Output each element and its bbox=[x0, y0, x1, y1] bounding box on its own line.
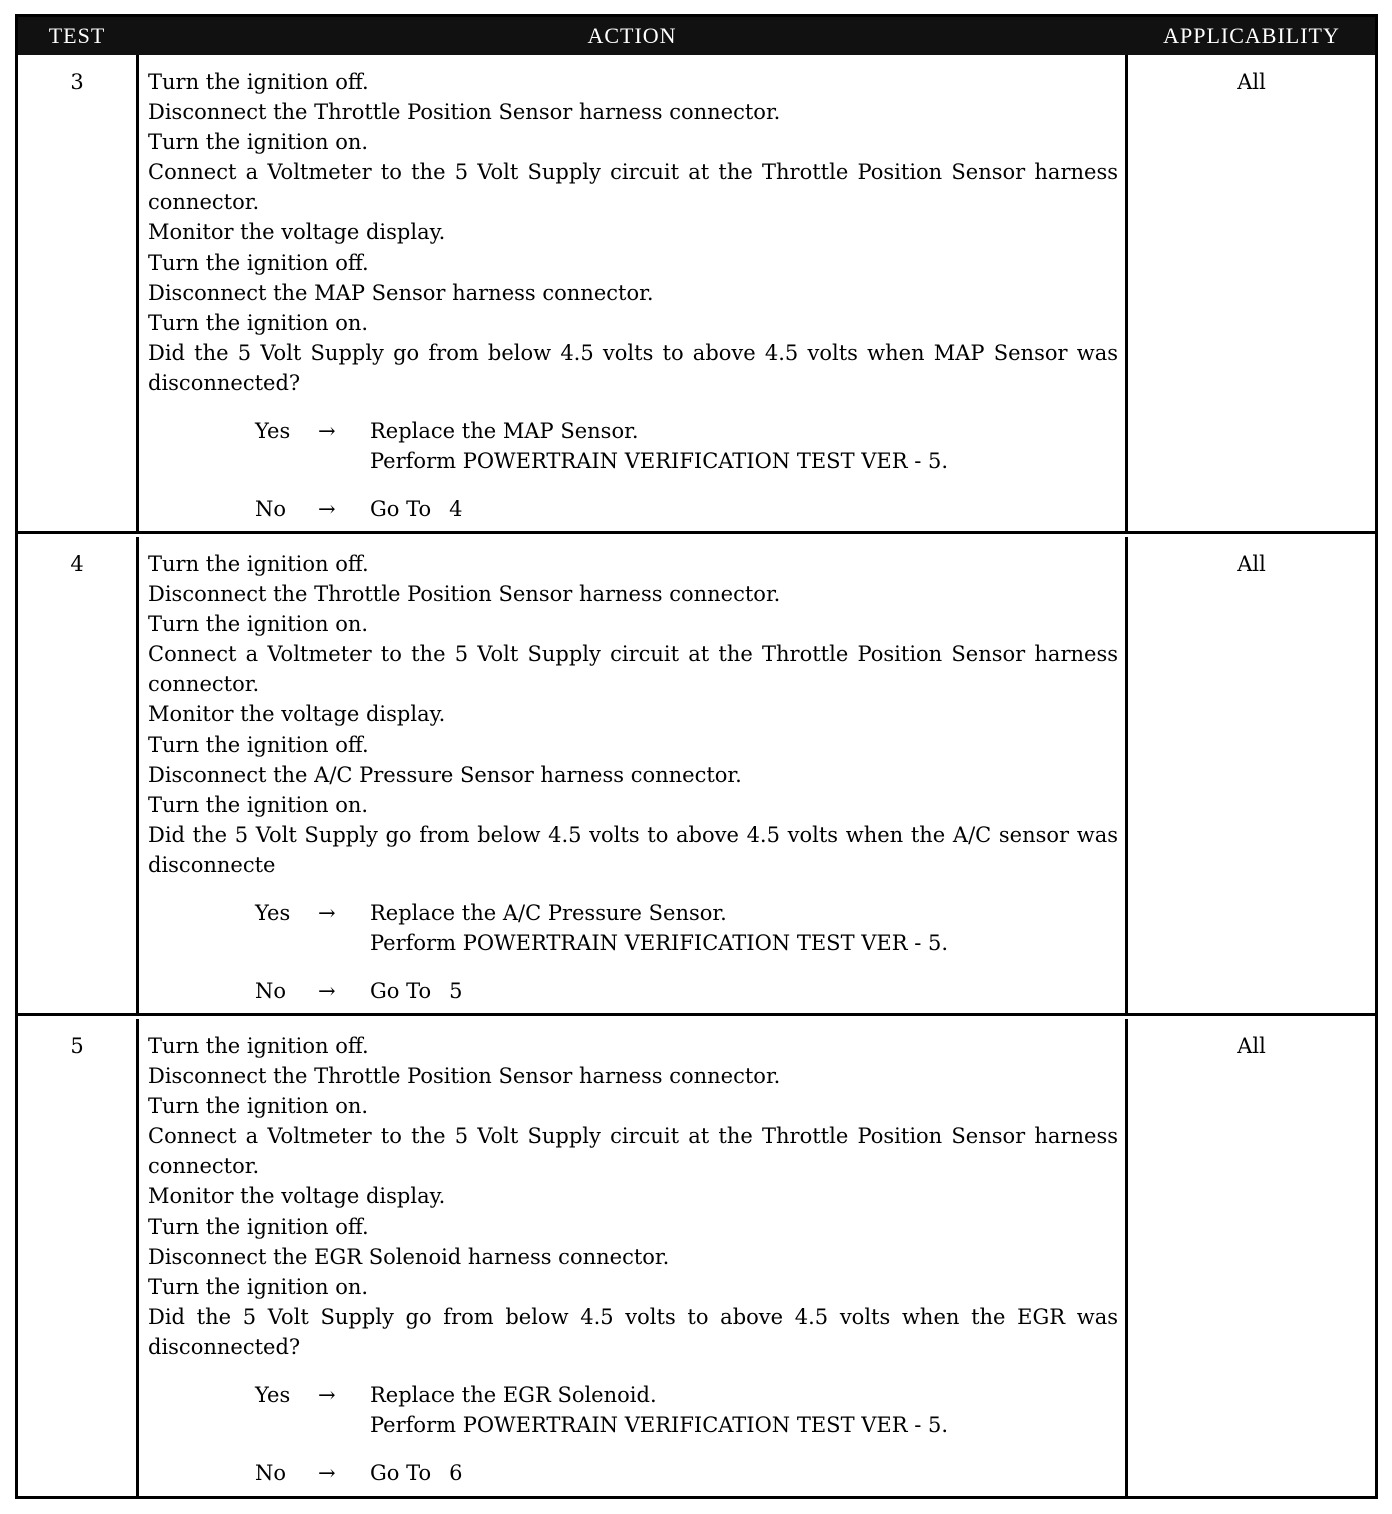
no-result bbox=[370, 494, 463, 524]
answer-block bbox=[148, 416, 1118, 524]
applicability-value: All bbox=[1237, 552, 1266, 576]
action-step: Disconnect the Throttle Position Sensor harness connector. bbox=[148, 582, 781, 607]
no-answer bbox=[148, 976, 1118, 1006]
column-divider bbox=[1125, 537, 1128, 1013]
test-number: 4 bbox=[70, 552, 84, 576]
no-result bbox=[370, 1458, 463, 1488]
yes-label: Yes bbox=[255, 419, 291, 444]
action-step: Disconnect the MAP Sensor harness connector. bbox=[148, 280, 654, 305]
header-action: ACTION bbox=[587, 23, 677, 48]
table-row bbox=[18, 537, 1375, 1016]
action-question: Did the 5 Volt Supply go from below 4.5 volts to above 4.5 volts when the EGR was disconnected? bbox=[148, 1304, 1118, 1359]
right-arrow-icon: → bbox=[318, 901, 336, 926]
action-step: Turn the ignition on. bbox=[148, 310, 369, 335]
goto-test-number: 4 bbox=[449, 497, 463, 522]
no-answer bbox=[148, 1458, 1118, 1488]
no-label: No bbox=[255, 979, 287, 1004]
right-arrow-icon: → bbox=[318, 1383, 336, 1408]
no-answer bbox=[148, 494, 1118, 524]
action-step: Turn the ignition off. bbox=[148, 732, 369, 757]
goto-test-number: 5 bbox=[449, 979, 463, 1004]
action-step: Connect a Voltmeter to the 5 Volt Supply circuit at the Throttle Position Sensor harness connector. bbox=[148, 642, 1118, 697]
right-arrow-icon: → bbox=[318, 1461, 336, 1486]
column-divider bbox=[1125, 55, 1128, 531]
action-step: Disconnect the Throttle Position Sensor harness connector. bbox=[148, 100, 781, 125]
answer-block bbox=[148, 1380, 1118, 1488]
action-step: Turn the ignition off. bbox=[148, 250, 369, 275]
action-question: Did the 5 Volt Supply go from below 4.5 volts to above 4.5 volts when MAP Sensor was disconnected? bbox=[148, 340, 1118, 395]
yes-label: Yes bbox=[255, 1383, 291, 1408]
action-step: Turn the ignition off. bbox=[148, 552, 369, 576]
column-divider bbox=[1125, 1019, 1128, 1496]
action-step: Turn the ignition off. bbox=[148, 70, 369, 94]
action-cell bbox=[148, 67, 1118, 524]
yes-result-verify: Perform POWERTRAIN VERIFICATION TEST VER - 5. bbox=[370, 449, 949, 474]
yes-answer bbox=[148, 416, 1118, 476]
action-step: Turn the ignition on. bbox=[148, 612, 369, 637]
goto-text: Go To bbox=[370, 497, 432, 522]
action-cell bbox=[148, 1031, 1118, 1488]
action-step: Connect a Voltmeter to the 5 Volt Supply circuit at the Throttle Position Sensor harness connector. bbox=[148, 1124, 1118, 1179]
yes-result: Replace the EGR Solenoid. bbox=[370, 1383, 657, 1408]
test-number: 5 bbox=[70, 1034, 84, 1058]
right-arrow-icon: → bbox=[318, 979, 336, 1004]
header-test: TEST bbox=[48, 23, 106, 48]
right-arrow-icon: → bbox=[318, 419, 336, 444]
goto-text: Go To bbox=[370, 979, 432, 1004]
table-header bbox=[18, 17, 1375, 55]
action-step: Turn the ignition on. bbox=[148, 130, 369, 155]
yes-answer bbox=[148, 898, 1118, 958]
test-number: 3 bbox=[70, 70, 84, 94]
yes-result-verify: Perform POWERTRAIN VERIFICATION TEST VER - 5. bbox=[370, 931, 949, 956]
goto-test-number: 6 bbox=[449, 1461, 463, 1486]
diagnostic-test-table bbox=[15, 14, 1378, 1499]
table-row bbox=[18, 1019, 1375, 1496]
column-divider bbox=[136, 1019, 139, 1496]
goto-text: Go To bbox=[370, 1461, 432, 1486]
applicability-value: All bbox=[1237, 1034, 1266, 1058]
action-step: Turn the ignition on. bbox=[148, 792, 369, 817]
table-row bbox=[18, 55, 1375, 534]
action-step: Disconnect the EGR Solenoid harness connector. bbox=[148, 1244, 670, 1269]
yes-result: Replace the A/C Pressure Sensor. bbox=[370, 901, 727, 926]
answer-block bbox=[148, 898, 1118, 1006]
action-step: Disconnect the A/C Pressure Sensor harness connector. bbox=[148, 762, 742, 787]
applicability-value: All bbox=[1237, 70, 1266, 94]
action-step: Turn the ignition off. bbox=[148, 1214, 369, 1239]
action-step: Monitor the voltage display. bbox=[148, 220, 446, 245]
no-label: No bbox=[255, 1461, 287, 1486]
column-divider bbox=[136, 537, 139, 1013]
yes-result-verify: Perform POWERTRAIN VERIFICATION TEST VER - 5. bbox=[370, 1413, 949, 1438]
action-step: Disconnect the Throttle Position Sensor harness connector. bbox=[148, 1064, 781, 1089]
no-label: No bbox=[255, 497, 287, 522]
yes-result: Replace the MAP Sensor. bbox=[370, 419, 639, 444]
action-step: Turn the ignition on. bbox=[148, 1094, 369, 1119]
header-applicability: APPLICABILITY bbox=[1163, 23, 1340, 48]
right-arrow-icon: → bbox=[318, 497, 336, 522]
action-question: Did the 5 Volt Supply go from below 4.5 volts to above 4.5 volts when the A/C sensor was disconnecte bbox=[148, 822, 1118, 877]
column-divider bbox=[136, 55, 139, 531]
action-step: Connect a Voltmeter to the 5 Volt Supply circuit at the Throttle Position Sensor harness connector. bbox=[148, 160, 1118, 215]
action-step: Turn the ignition on. bbox=[148, 1274, 369, 1299]
action-step: Turn the ignition off. bbox=[148, 1034, 369, 1058]
yes-label: Yes bbox=[255, 901, 291, 926]
action-step: Monitor the voltage display. bbox=[148, 1184, 446, 1209]
no-result bbox=[370, 976, 463, 1006]
yes-answer bbox=[148, 1380, 1118, 1440]
action-step: Monitor the voltage display. bbox=[148, 702, 446, 727]
action-cell bbox=[148, 549, 1118, 1006]
